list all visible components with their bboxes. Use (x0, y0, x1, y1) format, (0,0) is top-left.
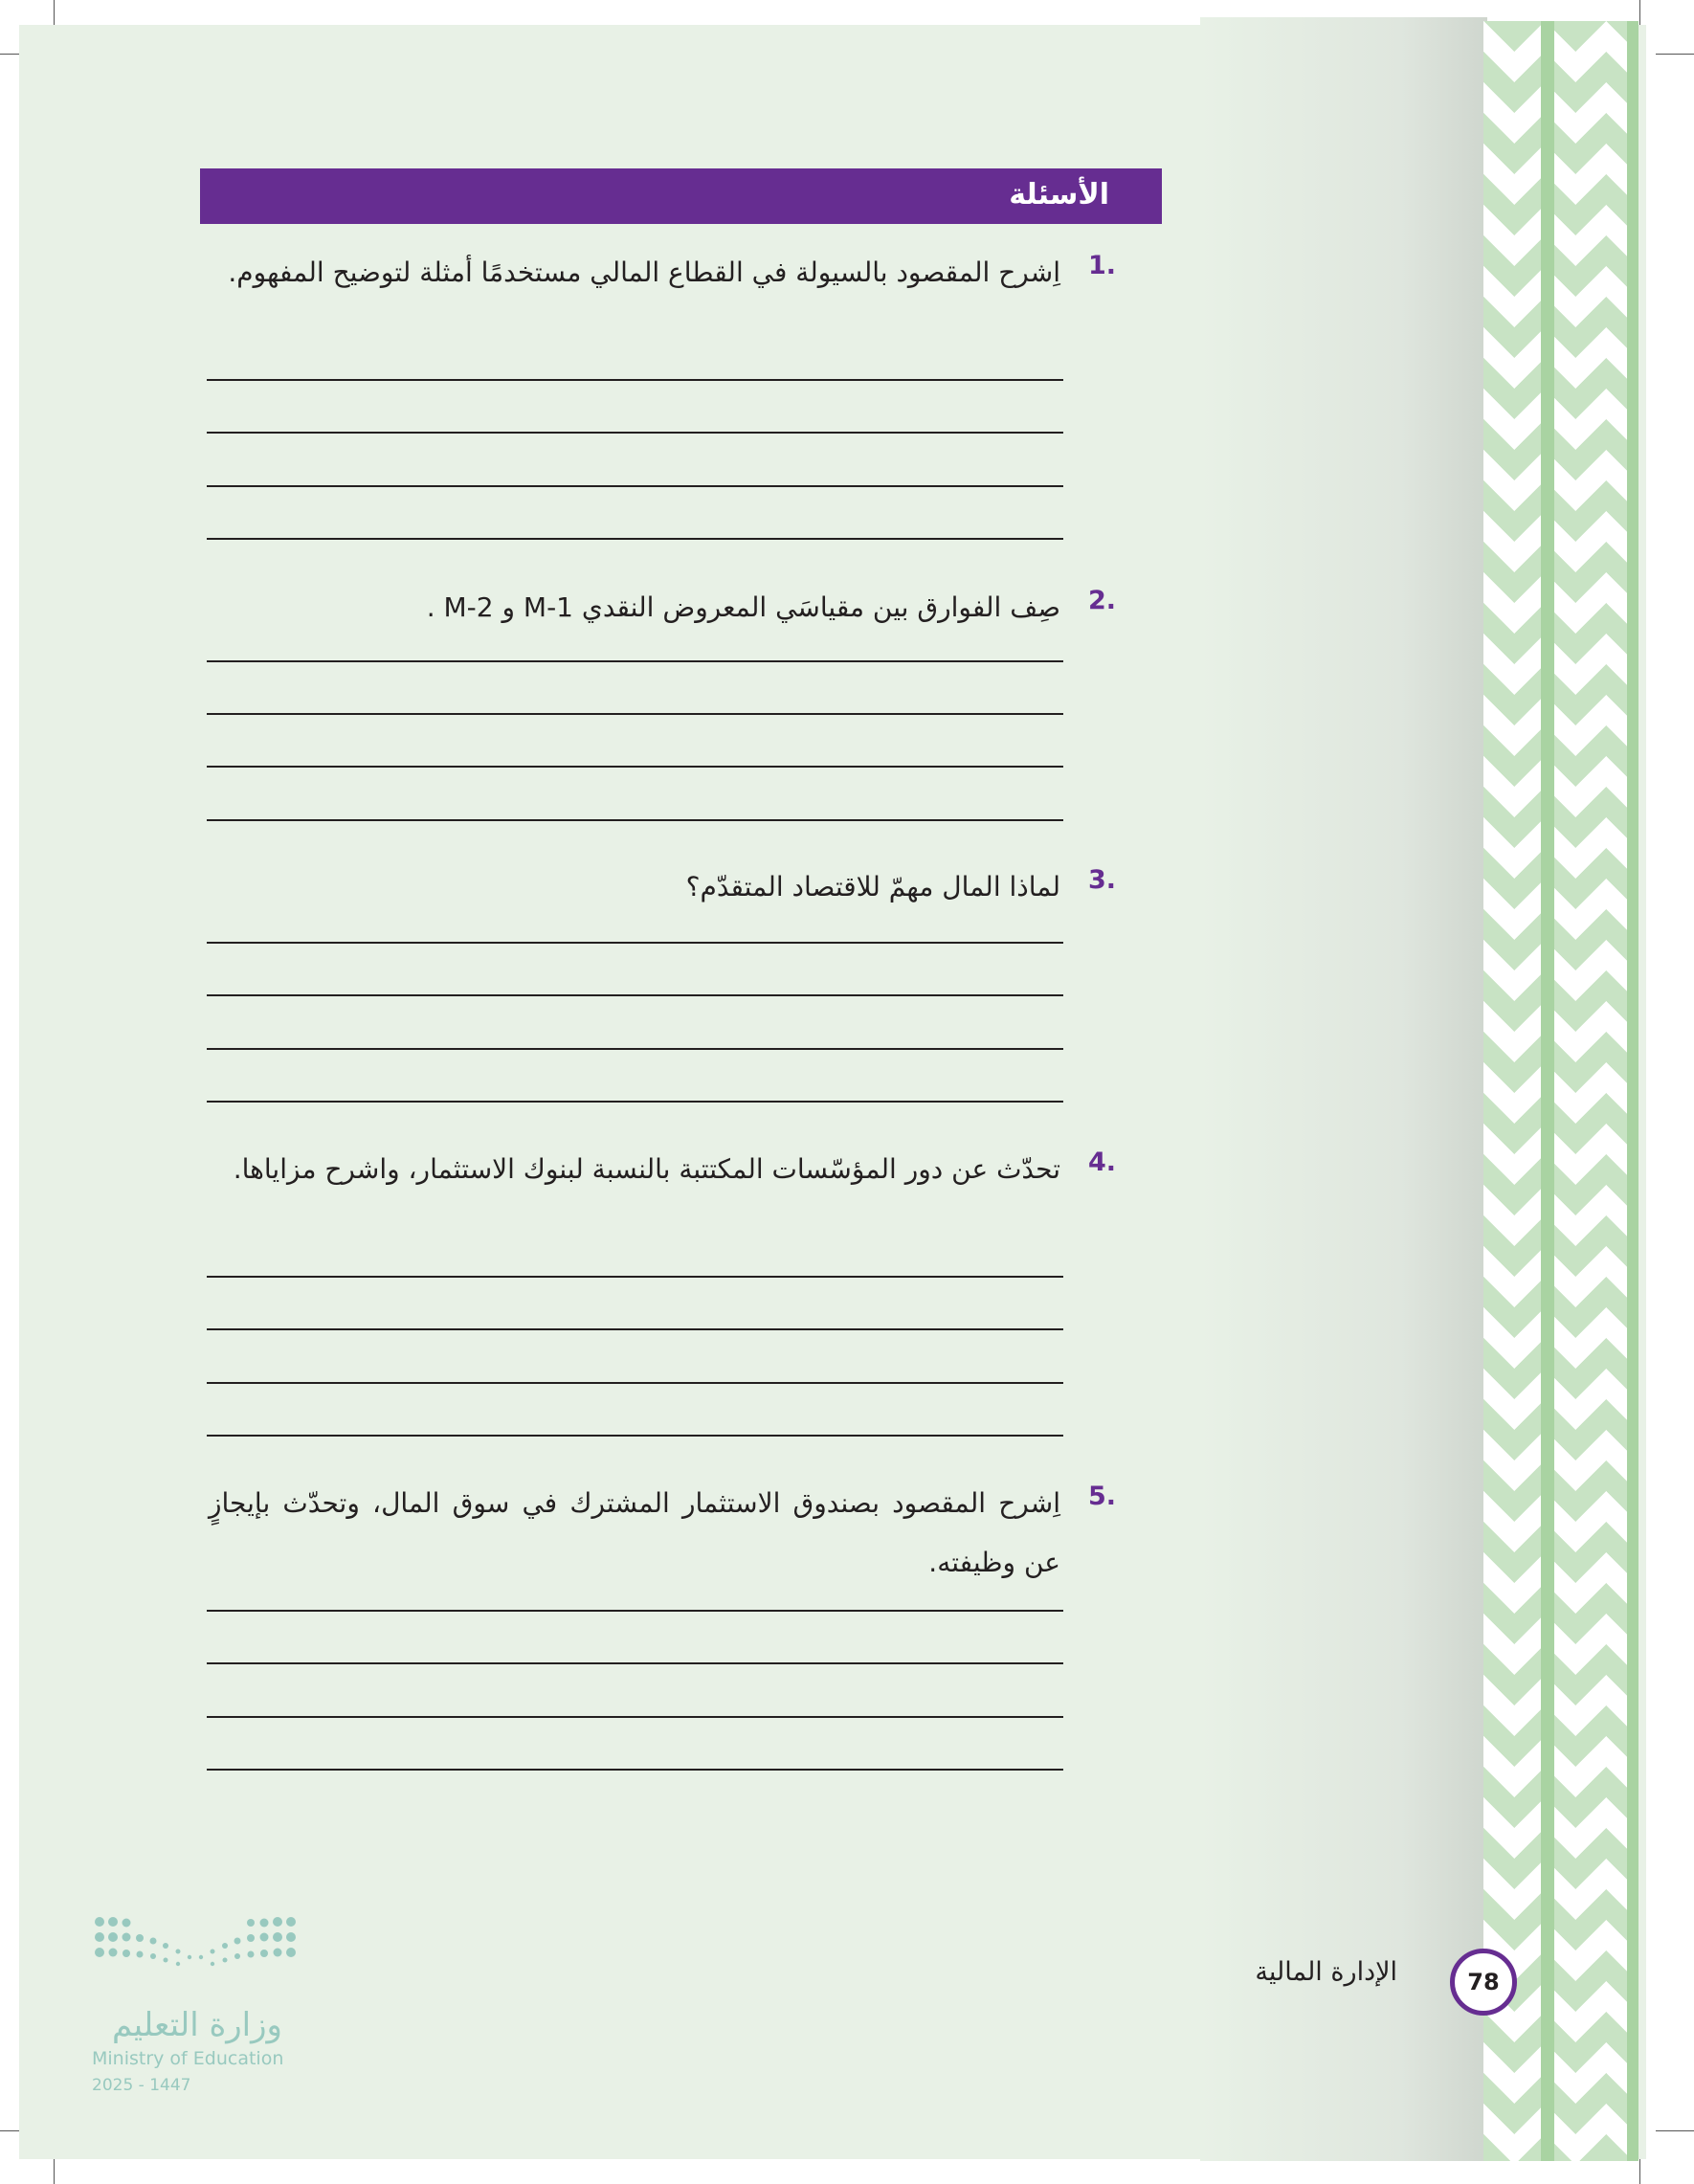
answer-line[interactable] (207, 942, 1063, 944)
answer-line[interactable] (207, 1769, 1063, 1771)
crop-mark (1656, 54, 1694, 55)
question-number: 5. (1087, 1482, 1116, 1511)
answer-line[interactable] (207, 538, 1063, 540)
decorative-pattern-band (1483, 21, 1627, 2161)
answer-line[interactable] (207, 432, 1063, 434)
answer-line[interactable] (207, 1101, 1063, 1103)
logo-english-name: Ministry of Education (92, 2048, 284, 2069)
answer-line[interactable] (207, 1716, 1063, 1718)
answer-line[interactable] (207, 1276, 1063, 1278)
question-text: اِشرح المقصود بالسيولة في القطاع المالي مستخدمًا أمثلة لتوضيح المفهوم. (228, 256, 1060, 288)
question-number: 2. (1087, 586, 1116, 615)
answer-line[interactable] (207, 766, 1063, 768)
answer-line[interactable] (207, 1048, 1063, 1050)
question-text: اِشرح المقصود بصندوق الاستثمار المشترك في سوق المال، وتحدّث بإيجازٍ عن وظيفته. (209, 1487, 1060, 1578)
page-number: 78 (1450, 1949, 1517, 2016)
band-stripe (1541, 21, 1554, 2161)
answer-line[interactable] (207, 994, 1063, 996)
answer-line[interactable] (207, 1662, 1063, 1664)
answer-line[interactable] (207, 485, 1063, 487)
section-title: الأسئلة (1009, 178, 1109, 212)
question-text: تحدّث عن دور المؤسّسات المكتتبة بالنسبة لبنوك الاستثمار، واشرح مزاياها. (233, 1153, 1060, 1185)
logo-year: 2025 - 1447 (92, 2076, 191, 2095)
book-title: الإدارة المالية (1255, 1957, 1397, 1987)
logo-arabic-name: وزارة التعليم (112, 2006, 282, 2044)
question-number: 4. (1087, 1148, 1116, 1177)
crop-mark (1656, 2130, 1694, 2131)
question-text: لماذا المال مهمّ للاقتصاد المتقدّم؟ (685, 871, 1060, 903)
answer-line[interactable] (207, 1435, 1063, 1437)
answer-line[interactable] (207, 1610, 1063, 1612)
question-text: صِف الفوارق بين مقياسَي المعروض النقدي M-1 و M-2 . (426, 591, 1060, 623)
answer-line[interactable] (207, 1328, 1063, 1330)
questions-header (200, 168, 1162, 224)
logo-dots-icon (92, 1914, 302, 2000)
page-shadow (1200, 17, 1487, 2161)
answer-line[interactable] (207, 660, 1063, 662)
answer-line[interactable] (207, 379, 1063, 381)
ministry-logo (92, 1914, 302, 2106)
answer-line[interactable] (207, 819, 1063, 821)
question-number: 1. (1087, 251, 1116, 280)
answer-line[interactable] (207, 713, 1063, 715)
band-stripe (1627, 21, 1638, 2161)
question-number: 3. (1087, 865, 1116, 895)
answer-line[interactable] (207, 1382, 1063, 1384)
